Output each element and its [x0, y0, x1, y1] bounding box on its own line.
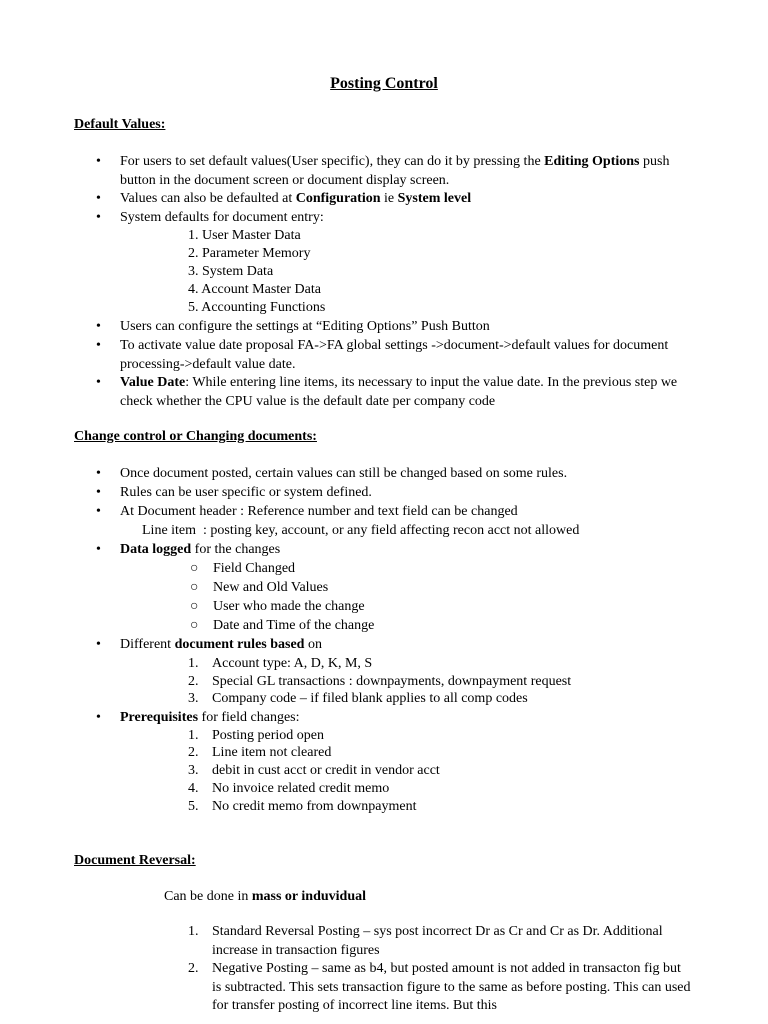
- numbered-item: No invoice related credit memo: [212, 781, 390, 796]
- numbered-item: 2. Parameter Memory: [188, 246, 311, 261]
- page-title: Posting Control: [330, 75, 438, 92]
- list-item: [96, 374, 706, 411]
- sub-list-item: New and Old Values: [213, 580, 329, 595]
- list-item: [96, 484, 706, 503]
- section-heading-document-reversal: Document Reversal:: [74, 853, 196, 868]
- reversal-intro: Can be done in mass or induvidual: [164, 889, 366, 904]
- bullet-text: Values can also be defaulted at Configuration ie System level: [120, 191, 472, 206]
- bullet-icon: •: [96, 319, 101, 334]
- bullet-text: To activate value date proposal FA->FA global settings ->document->default values for document processing->default value date.: [120, 338, 669, 372]
- section-heading-default-values: Default Values:: [74, 117, 166, 132]
- sub-list-item: Date and Time of the change: [213, 618, 375, 633]
- bullet-icon: •: [96, 466, 101, 481]
- list-item: [96, 636, 706, 655]
- bullet-icon: •: [96, 210, 101, 225]
- numbered-item-number: 2.: [188, 674, 199, 689]
- numbered-item: 4. Account Master Data: [188, 282, 321, 297]
- list-item: [96, 153, 706, 190]
- list-item: [96, 709, 706, 728]
- line-item-note: Line item : posting key, account, or any field affecting recon acct not allowed: [142, 523, 580, 538]
- bullet-icon: •: [96, 154, 101, 169]
- bullet-icon: •: [96, 710, 101, 725]
- bullet-icon: •: [96, 504, 101, 519]
- bullet-icon: •: [96, 338, 101, 353]
- numbered-item-number: 3.: [188, 691, 199, 706]
- bullet-text: Users can configure the settings at “Editing Options” Push Button: [120, 319, 490, 334]
- numbered-item-number: 4.: [188, 781, 199, 796]
- bullet-text: Prerequisites for field changes:: [120, 710, 300, 725]
- bullet-text: Once document posted, certain values can still be changed based on some rules.: [120, 466, 568, 481]
- bullet-icon: •: [96, 637, 101, 652]
- bullet-icon: •: [96, 191, 101, 206]
- bullet-text: For users to set default values(User specific), they can do it by pressing the Editing Options push button in the document screen or document display screen.: [120, 154, 670, 188]
- numbered-item-number: 5.: [188, 799, 199, 814]
- numbered-item-number: 1.: [188, 924, 199, 939]
- list-item: [96, 541, 706, 560]
- numbered-item-number: 1.: [188, 728, 199, 743]
- sub-list-item: Field Changed: [213, 561, 296, 576]
- circle-bullet-icon: ○: [190, 618, 199, 633]
- numbered-item: debit in cust acct or credit in vendor acct: [212, 763, 440, 778]
- bullet-text: Rules can be user specific or system defined.: [120, 485, 372, 500]
- list-item: [96, 465, 706, 484]
- numbered-item: 5. Accounting Functions: [188, 300, 326, 315]
- list-item: [96, 503, 706, 522]
- list-item: [96, 337, 706, 374]
- bullet-icon: •: [96, 485, 101, 500]
- numbered-item: Posting period open: [212, 728, 324, 743]
- numbered-item: Negative Posting – same as b4, but posted amount is not added in transacton fig but is subtracted. This sets transaction figure to the same as before posting. This can used for transfer posting of incorrect line items. But this: [212, 961, 691, 1013]
- bullet-text: System defaults for document entry:: [120, 210, 324, 225]
- numbered-item-number: 2.: [188, 745, 199, 760]
- bullet-text: Different document rules based on: [120, 637, 322, 652]
- numbered-item-number: 3.: [188, 763, 199, 778]
- sub-list-item: User who made the change: [213, 599, 365, 614]
- circle-bullet-icon: ○: [190, 561, 199, 576]
- bullet-icon: •: [96, 542, 101, 557]
- numbered-item: Special GL transactions : downpayments, downpayment request: [212, 674, 572, 689]
- bullet-text: At Document header : Reference number and text field can be changed: [120, 504, 518, 519]
- list-item: [96, 190, 706, 209]
- numbered-item: Line item not cleared: [212, 745, 332, 760]
- numbered-item: Company code – if filed blank applies to all comp codes: [212, 691, 528, 706]
- numbered-item-number: 2.: [188, 961, 199, 976]
- numbered-item: Account type: A, D, K, M, S: [212, 656, 373, 671]
- list-item: [96, 209, 706, 228]
- list-item: [96, 318, 706, 337]
- circle-bullet-icon: ○: [190, 599, 199, 614]
- numbered-item: No credit memo from downpayment: [212, 799, 417, 814]
- bullet-text: Data logged for the changes: [120, 542, 281, 557]
- numbered-item: Standard Reversal Posting – sys post incorrect Dr as Cr and Cr as Dr. Additional increase in transaction figures: [212, 924, 663, 958]
- bullet-text: Value Date: While entering line items, its necessary to input the value date. In the previous step we check whether the CPU value is the default date per company code: [120, 375, 678, 409]
- section-heading-change-control: Change control or Changing documents:: [74, 429, 317, 444]
- numbered-item-number: 1.: [188, 656, 199, 671]
- bullet-icon: •: [96, 375, 101, 390]
- circle-bullet-icon: ○: [190, 580, 199, 595]
- numbered-item: 3. System Data: [188, 264, 274, 279]
- numbered-item: 1. User Master Data: [188, 228, 301, 243]
